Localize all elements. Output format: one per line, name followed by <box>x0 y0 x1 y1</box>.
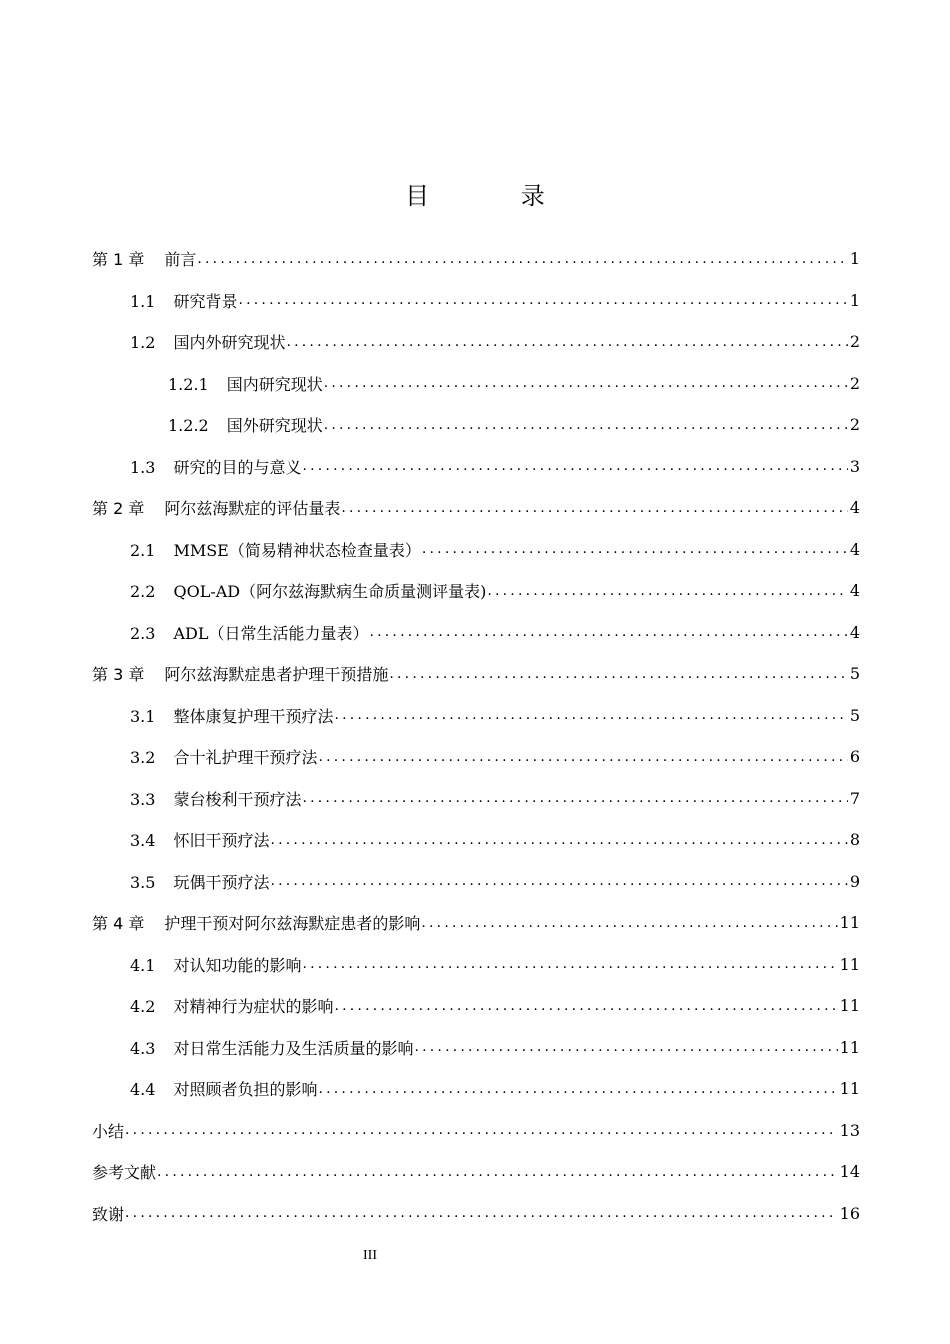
toc-entry-title: 对日常生活能力及生活质量的影响 <box>173 1038 414 1058</box>
toc-entry-number: 3.2 <box>130 748 156 768</box>
dot-leader <box>318 749 847 765</box>
dot-leader <box>324 417 848 433</box>
toc-entry-number: 4.3 <box>130 1038 156 1058</box>
toc-entry[interactable] <box>92 487 860 529</box>
toc-entry-number: 2.1 <box>130 540 156 560</box>
dot-leader <box>125 1122 838 1138</box>
toc-entry-page: 9 <box>849 871 860 891</box>
toc-entry-number: 1.2.2 <box>168 416 209 436</box>
toc-entry-number: 1.2.1 <box>168 374 209 394</box>
toc-entry-page: 13 <box>839 1120 860 1140</box>
toc-entry-title: 蒙台梭利干预疗法 <box>173 789 302 809</box>
toc-entry-number: 第 4 章 <box>92 914 145 934</box>
dot-leader <box>369 624 847 640</box>
dot-leader <box>334 707 847 723</box>
toc-entry-title: 研究的目的与意义 <box>173 457 302 477</box>
toc-entry-page: 4 <box>849 539 860 559</box>
toc-entry-title: 阿尔兹海默症患者护理干预措施 <box>164 665 389 685</box>
toc-entry[interactable] <box>92 570 860 612</box>
dot-leader <box>270 873 847 889</box>
toc-entry[interactable] <box>92 778 860 820</box>
toc-entry-page: 8 <box>849 830 860 850</box>
dot-leader <box>414 1039 837 1055</box>
toc-entry-number: 第 1 章 <box>92 250 145 270</box>
toc-entry-page: 1 <box>849 249 860 269</box>
toc-entry-page: 11 <box>839 996 860 1016</box>
toc-entry-page: 11 <box>839 1037 860 1057</box>
toc-entry-title: 合十礼护理干预疗法 <box>173 748 318 768</box>
toc-entry-page: 2 <box>849 373 860 393</box>
toc-entry[interactable] <box>92 695 860 737</box>
page-title: 目 录 <box>405 182 587 210</box>
toc-entry-page: 14 <box>839 1162 860 1182</box>
toc-entry-number: 3.1 <box>130 706 156 726</box>
toc-entry-title: 玩偶干预疗法 <box>173 872 270 892</box>
dot-leader <box>238 292 847 308</box>
toc-entry[interactable] <box>92 819 860 861</box>
toc-entry-number: 1.1 <box>130 291 156 311</box>
toc-entry-page: 2 <box>849 415 860 435</box>
toc-entry[interactable] <box>92 653 860 695</box>
toc-entry-page: 4 <box>849 581 860 601</box>
toc-entry-title: 对认知功能的影响 <box>173 955 302 975</box>
toc-entry[interactable] <box>92 944 860 986</box>
toc-entry-number: 3.5 <box>130 872 156 892</box>
toc-entry-title: 参考文献 <box>92 1163 157 1183</box>
toc-entry-title: 国外研究现状 <box>226 416 323 436</box>
dot-leader <box>302 956 837 972</box>
dot-leader <box>487 583 847 599</box>
dot-leader <box>389 666 847 682</box>
toc-entry[interactable] <box>92 1068 860 1110</box>
toc-entry[interactable] <box>92 985 860 1027</box>
toc-entry-title: 前言 <box>164 250 197 270</box>
dot-leader <box>421 915 837 931</box>
toc-entry-title: 研究背景 <box>173 291 238 311</box>
toc-entry[interactable] <box>92 1151 860 1193</box>
toc-entry-page: 1 <box>849 290 860 310</box>
toc-entry[interactable] <box>92 280 860 322</box>
dot-leader <box>318 1081 837 1097</box>
dot-leader <box>341 500 847 516</box>
table-of-contents <box>92 238 860 1234</box>
toc-entry-page: 4 <box>849 622 860 642</box>
toc-entry-title: 怀旧干预疗法 <box>173 831 270 851</box>
toc-entry-number: 4.4 <box>130 1080 156 1100</box>
toc-entry[interactable] <box>92 902 860 944</box>
toc-entry-page: 11 <box>839 954 860 974</box>
toc-entry-number: 4.1 <box>130 955 156 975</box>
toc-entry-page: 4 <box>849 498 860 518</box>
toc-entry-page: 7 <box>849 788 860 808</box>
toc-entry-number: 第 3 章 <box>92 665 145 685</box>
dot-leader <box>334 998 837 1014</box>
toc-entry-title: 国内外研究现状 <box>173 333 286 353</box>
toc-entry[interactable] <box>92 321 860 363</box>
toc-entry[interactable] <box>92 861 860 903</box>
dot-leader <box>125 1205 838 1221</box>
toc-entry[interactable] <box>92 736 860 778</box>
dot-leader <box>286 334 847 350</box>
toc-entry[interactable] <box>92 238 860 280</box>
toc-entry-title: 护理干预对阿尔兹海默症患者的影响 <box>164 914 421 934</box>
dot-leader <box>157 1164 838 1180</box>
dot-leader <box>302 458 847 474</box>
toc-entry-page: 3 <box>849 456 860 476</box>
toc-entry-page: 2 <box>849 332 860 352</box>
dot-leader <box>302 790 847 806</box>
toc-entry-title: 小结 <box>92 1121 125 1141</box>
toc-entry[interactable] <box>92 1110 860 1152</box>
toc-entry-title: ADL（日常生活能力量表） <box>173 623 369 643</box>
toc-entry-title: 对精神行为症状的影响 <box>173 997 334 1017</box>
toc-entry-title: 整体康复护理干预疗法 <box>173 706 334 726</box>
dot-leader <box>197 251 847 267</box>
toc-entry-number: 2.2 <box>130 582 156 602</box>
dot-leader <box>422 541 848 557</box>
toc-entry[interactable] <box>92 1193 860 1235</box>
toc-entry-page: 6 <box>849 747 860 767</box>
toc-entry-number: 第 2 章 <box>92 499 145 519</box>
toc-entry-page: 16 <box>839 1203 860 1223</box>
toc-entry-title: 阿尔兹海默症的评估量表 <box>164 499 341 519</box>
toc-entry-title: 致谢 <box>92 1204 125 1224</box>
toc-entry[interactable] <box>92 612 860 654</box>
toc-entry-title: 对照顾者负担的影响 <box>173 1080 318 1100</box>
toc-entry-page: 11 <box>839 913 860 933</box>
dot-leader <box>324 375 848 391</box>
toc-entry-title: 国内研究现状 <box>226 374 323 394</box>
dot-leader <box>270 832 847 848</box>
toc-entry[interactable] <box>92 446 860 488</box>
toc-entry-page: 5 <box>849 705 860 725</box>
toc-entry-number: 2.3 <box>130 623 156 643</box>
toc-entry-page: 11 <box>839 1079 860 1099</box>
toc-entry-number: 1.2 <box>130 333 156 353</box>
page-number: III <box>363 1248 377 1263</box>
toc-entry-page: 5 <box>849 664 860 684</box>
toc-entry[interactable] <box>92 363 860 405</box>
toc-entry-title: QOL-AD（阿尔兹海默病生命质量测评量表) <box>173 582 487 602</box>
toc-entry-number: 1.3 <box>130 457 156 477</box>
toc-entry[interactable] <box>92 1027 860 1069</box>
toc-entry[interactable] <box>92 529 860 571</box>
toc-entry-number: 3.4 <box>130 831 156 851</box>
toc-entry-number: 4.2 <box>130 997 156 1017</box>
toc-entry[interactable] <box>92 404 860 446</box>
toc-entry-number: 3.3 <box>130 789 156 809</box>
toc-entry-title: MMSE（简易精神状态检查量表） <box>173 540 421 560</box>
